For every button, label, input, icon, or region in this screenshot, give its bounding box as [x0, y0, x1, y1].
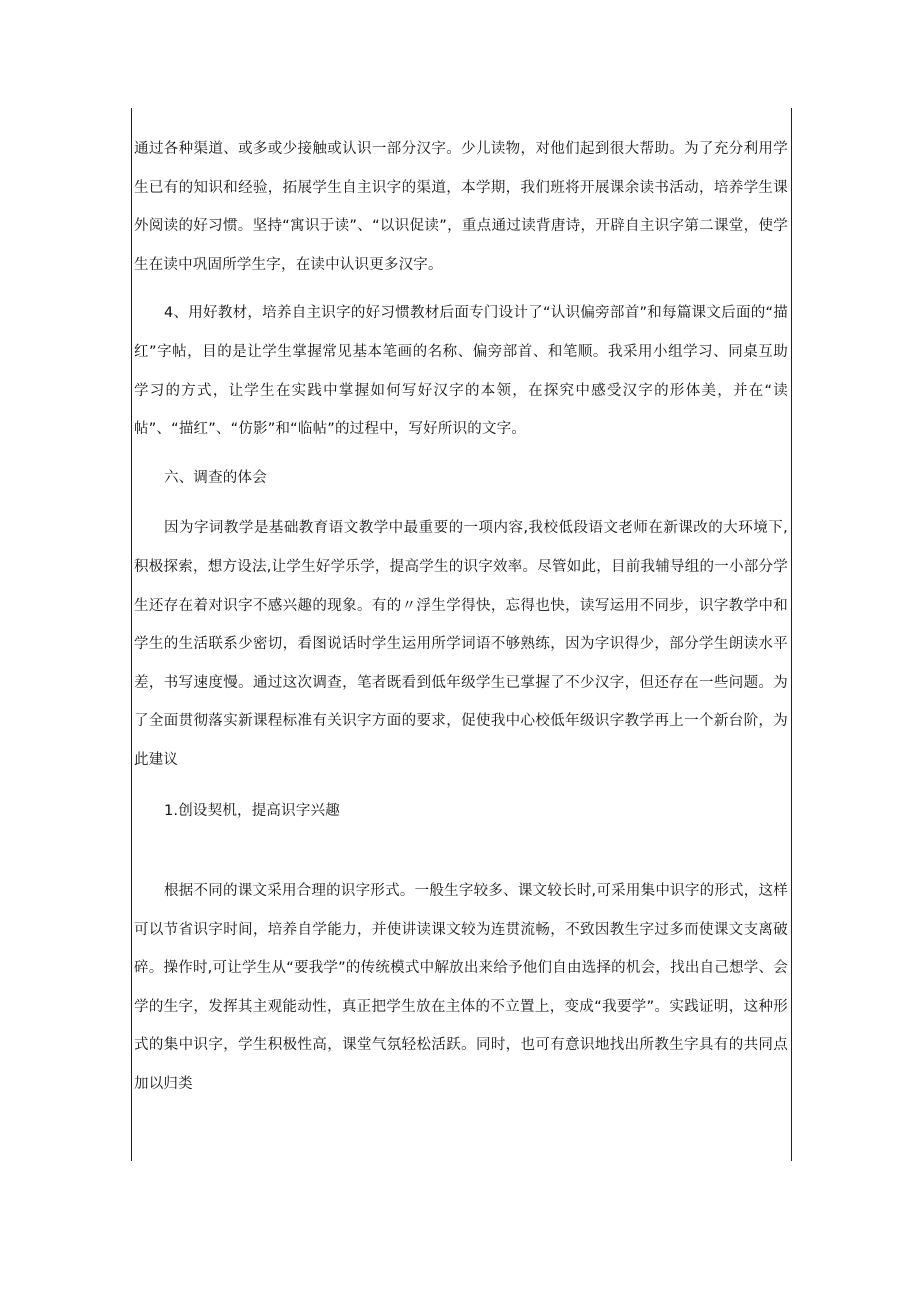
paragraph-reading-habits: 通过各种渠道、或多或少接触或认识一部分汉字。少儿读物，对他们起到很大帮助。为了充分利用学生已有的知识和经验，拓展学生自主识字的渠道，本学期，我们班将开展课余读书活动，培养学生课外阅读的好习惯。坚持“寓识于读”、“以识促读”，重点通过读背唐诗，开辟自主识字第二课堂，使学生在读中巩固所学生字，在读中认识更多汉字。: [134, 141, 788, 273]
section-heading-survey-experience: 六、调查的体会: [164, 469, 267, 486]
left-margin-rule: [131, 108, 132, 1161]
document-body: [134, 130, 788, 1104]
right-margin-rule: [791, 108, 792, 1161]
paragraph-use-textbook: 4、用好教材，培养自主识字的好习惯教材后面专门设计了“认识偏旁部首”和每篇课文后面的“描红”字帖，目的是让学生掌握常见基本笔画的名称、偏旁部首、和笔顺。我采用小组学习、同桌互助学习的方式，让学生在实践中掌握如何写好汉字的本领，在探究中感受汉字的形体美，并在“读帖”、“描红”、“仿影”和“临帖”的过程中，写好所识的文字。: [134, 305, 788, 438]
paragraph-survey-findings: 因为字词教学是基础教育语文教学中最重要的一项内容,我校低段语文老师在新课改的大环境下,积极探索，想方设法,让学生好学乐学，提高学生的识字效率。尽管如此，目前我辅导组的一小部分学生还存在着对识字不感兴趣的现象。有的〃浮生学得快，忘得也快，读写运用不同步，识字教学中和学生的生活联系少密切，看图说话时学生运用所学词语不够熟练，因为字识得少，部分学生朗读水平差，书写速度慢。通过这次调查，笔者既看到低年级学生已掌握了不少汉字，但还存在一些问题。为了全面贯彻落实新课程标准有关识字方面的要求，促使我中心校低年级识字教学再上一个新台阶，为此建议: [134, 520, 788, 768]
subheading-create-opportunities: 1.创设契机，提高识字兴趣: [164, 802, 340, 819]
paragraph-literacy-methods: 根据不同的课文采用合理的识字形式。一般生字较多、课文较长时,可采用集中识字的形式，这样可以节省识字时间，培养自学能力，并使讲读课文较为连贯流畅，不致因教生字过多而使课文支离破碎。操作时,可让学生从“要我学”的传统模式中解放出来给予他们自由选择的机会，找出自己想学、会学的生字，发挥其主观能动性，真正把学生放在主体的不立置上，变成“我要学”。实践证明，这种形式的集中识字，学生积极性高，课堂气氛轻松活跃。同时，也可有意识地找出所教生字具有的共同点加以归类: [134, 883, 788, 1093]
